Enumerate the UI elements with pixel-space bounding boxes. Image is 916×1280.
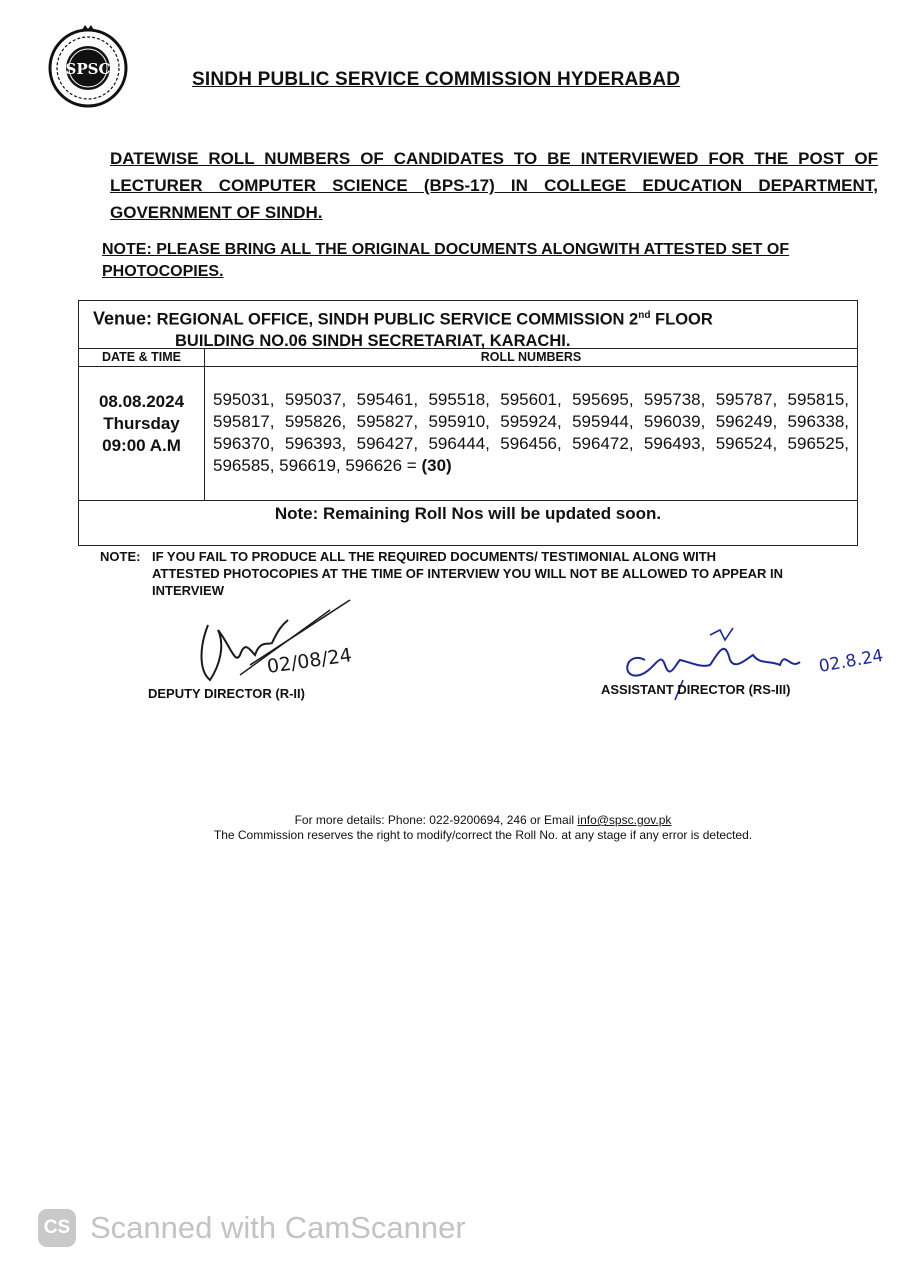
remaining-note: Note: Remaining Roll Nos will be updated soon. [274,504,662,523]
document-subject: DATEWISE ROLL NUMBERS OF CANDIDATES TO BE INTERVIEWED FOR THE POST OF LECTURER COMPUTER SCIENCE (BPS-17) IN COLLEGE EDUCATION DEPARTMENT, GOVERNMENT OF SINDH. [110,149,878,222]
column-divider [204,349,205,501]
camscanner-text: Scanned with CamScanner [90,1210,466,1245]
footer-email-link[interactable]: info@spsc.gov.pk [577,813,672,827]
interview-day: Thursday [103,414,180,433]
assistant-director-title: ASSISTANT DIRECTOR (RS-III) [601,682,791,697]
interview-time: 09:00 A.M [102,436,181,455]
svg-text:02/08/24: 02/08/24 [265,644,354,678]
interview-date: 08.08.2024 [98,392,185,411]
venue-line1: REGIONAL OFFICE, SINDH PUBLIC SERVICE COMMISSION 2 [156,310,639,329]
footer-contact [0,813,916,827]
top-note: NOTE: PLEASE BRING ALL THE ORIGINAL DOCUMENTS ALONGWITH ATTESTED SET OF PHOTOCOPIES. [102,241,790,280]
deputy-director-title: DEPUTY DIRECTOR (R-II) [148,686,305,701]
spsc-logo [44,22,132,110]
camscanner-watermark [38,1206,466,1250]
venue-line2: BUILDING NO.06 SINDH SECRETARIAT, KARACHI. [175,331,571,350]
camscanner-icon: CS [38,1209,76,1247]
deputy-director-signature [180,585,370,690]
date-time-cell [79,391,204,457]
table-divider [79,500,857,501]
footer-disclaimer: The Commission reserves the right to modify/correct the Roll No. at any stage if any error is detected. [213,828,753,842]
svg-text:SPSC: SPSC [65,60,111,78]
bottom-note-line1: IF YOU FAIL TO PRODUCE ALL THE REQUIRED DOCUMENTS/ TESTIMONIAL ALONG WITH [152,549,717,564]
venue-block [93,305,713,352]
roll-count: (30) [421,456,452,475]
commission-title: SINDH PUBLIC SERVICE COMMISSION HYDERABAD [192,69,681,90]
roll-numbers-list: 595031, 595037, 595461, 595518, 595601, 595695, 595738, 595787, 595815, 595817, 595826, 595827, 595910, 595924, 595944, 596039, 596249, 596338, 596370, 596393, 596427, 596444, 596456, 596472, 596493, 596524, 596525, 596585, 596619, 596626 = [213,390,849,475]
interview-schedule-table [78,300,858,546]
roll-numbers-cell [213,389,849,477]
table-divider [79,348,857,349]
column-header-rolls: ROLL NUMBERS [480,350,582,364]
bottom-note-line2: ATTESTED PHOTOCOPIES AT THE TIME OF INTERVIEW YOU WILL NOT BE ALLOWED TO APPEAR IN [152,566,784,581]
bottom-note-line3: INTERVIEW [152,583,224,598]
venue-line1-sup: nd [638,310,651,321]
svg-text:02.8.24: 02.8.24 [817,645,885,677]
venue-label: Venue: [93,308,153,329]
bottom-note-label: NOTE: [100,549,141,564]
footer-contact-text: For more details: Phone: 022-9200694, 246 or Email [294,813,578,827]
column-header-date: DATE & TIME [102,350,181,364]
table-divider [79,366,857,367]
venue-line1-end: FLOOR [650,310,713,329]
